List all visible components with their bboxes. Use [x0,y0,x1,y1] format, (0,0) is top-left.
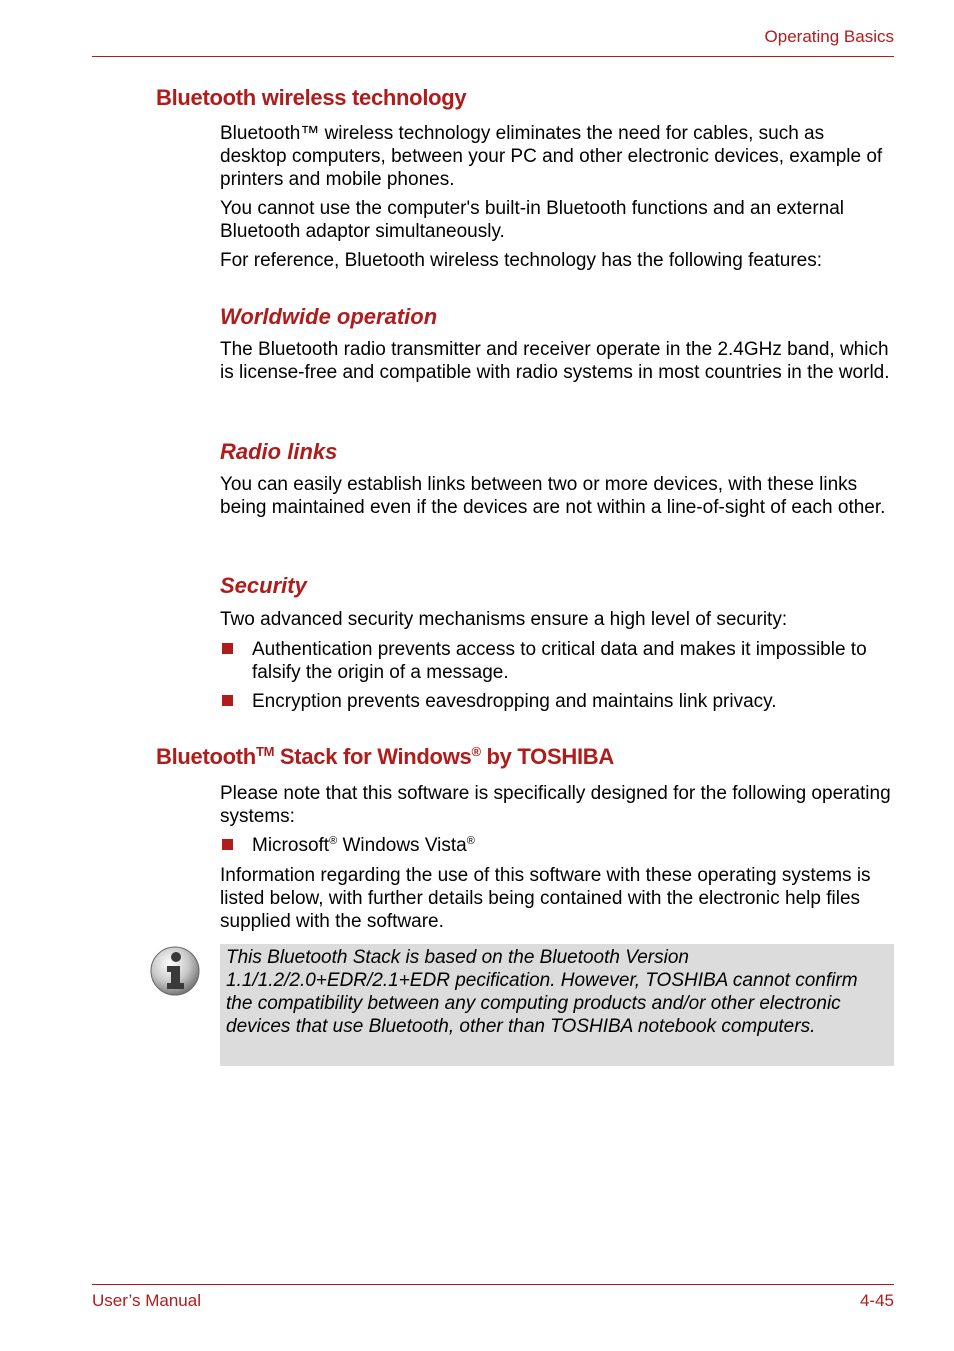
section-title-bluetooth-stack [156,744,614,770]
list-item [220,834,892,857]
title-part: Bluetooth [156,744,256,769]
subsection-title-worldwide: Worldwide operation [220,304,438,329]
bullet-square-icon [222,695,233,706]
header-rule [92,56,894,57]
trademark-mark: TM [255,744,275,759]
subsection-title-radio-links: Radio links [220,439,338,464]
os-part: Microsoft [252,835,330,856]
title-part: Stack for Windows [274,744,472,769]
paragraph: Please note that this software is specifically designed for the following operating systems: [220,783,891,827]
page-number: 4-45 [859,1291,894,1310]
registered-mark: ® [471,744,481,759]
running-header: Operating Basics [764,27,894,46]
title-part: by TOSHIBA [480,744,614,769]
list-item-text: Encryption prevents eavesdropping and maintains link privacy. [252,691,777,712]
footer-rule [92,1284,894,1285]
paragraph: You cannot use the computer's built-in Bluetooth functions and an external Bluetooth adaptor simultaneously. [220,198,845,242]
note-text: This Bluetooth Stack is based on the Bluetooth Version 1.1/1.2/2.0+EDR/2.1+EDR pecification. However, TOSHIBA cannot confirm the compatibility between any computing products and/or other electronic devices that use Bluetooth, other than TOSHIBA notebook computers. [226,947,858,1037]
paragraph: Bluetooth™ wireless technology eliminates the need for cables, such as desktop computers, between your PC and other electronic devices, example of printers and mobile phones. [220,123,883,190]
section-title-bluetooth-wireless: Bluetooth wireless technology [156,85,467,110]
paragraph: You can easily establish links between two or more devices, with these links being maintained even if the devices are not within a line-of-sight of each other. [220,474,886,518]
paragraph: Two advanced security mechanisms ensure a high level of security: [220,609,788,630]
bullet-square-icon [222,643,233,654]
paragraph: Information regarding the use of this software with these operating systems is listed below, with further details being contained with the electronic help files supplied with the software. [220,865,871,932]
note-box [220,944,894,1066]
paragraph: The Bluetooth radio transmitter and receiver operate in the 2.4GHz band, which is license-free and compatible with radio systems in most countries in the world. [220,339,890,383]
paragraph: For reference, Bluetooth wireless technology has the following features: [220,250,822,271]
footer-manual-title: User’s Manual [92,1291,201,1310]
list-item-text: Authentication prevents access to critical data and makes it impossible to falsify the origin of a message. [252,639,867,683]
registered-mark: ® [329,835,338,847]
bullet-square-icon [222,839,233,850]
subsection-title-security: Security [220,573,307,598]
registered-mark: ® [466,835,475,847]
list-item [220,638,892,684]
list-item-text [252,834,892,857]
list-item [220,690,892,713]
os-part: Windows Vista [337,835,467,856]
info-icon [149,945,201,997]
